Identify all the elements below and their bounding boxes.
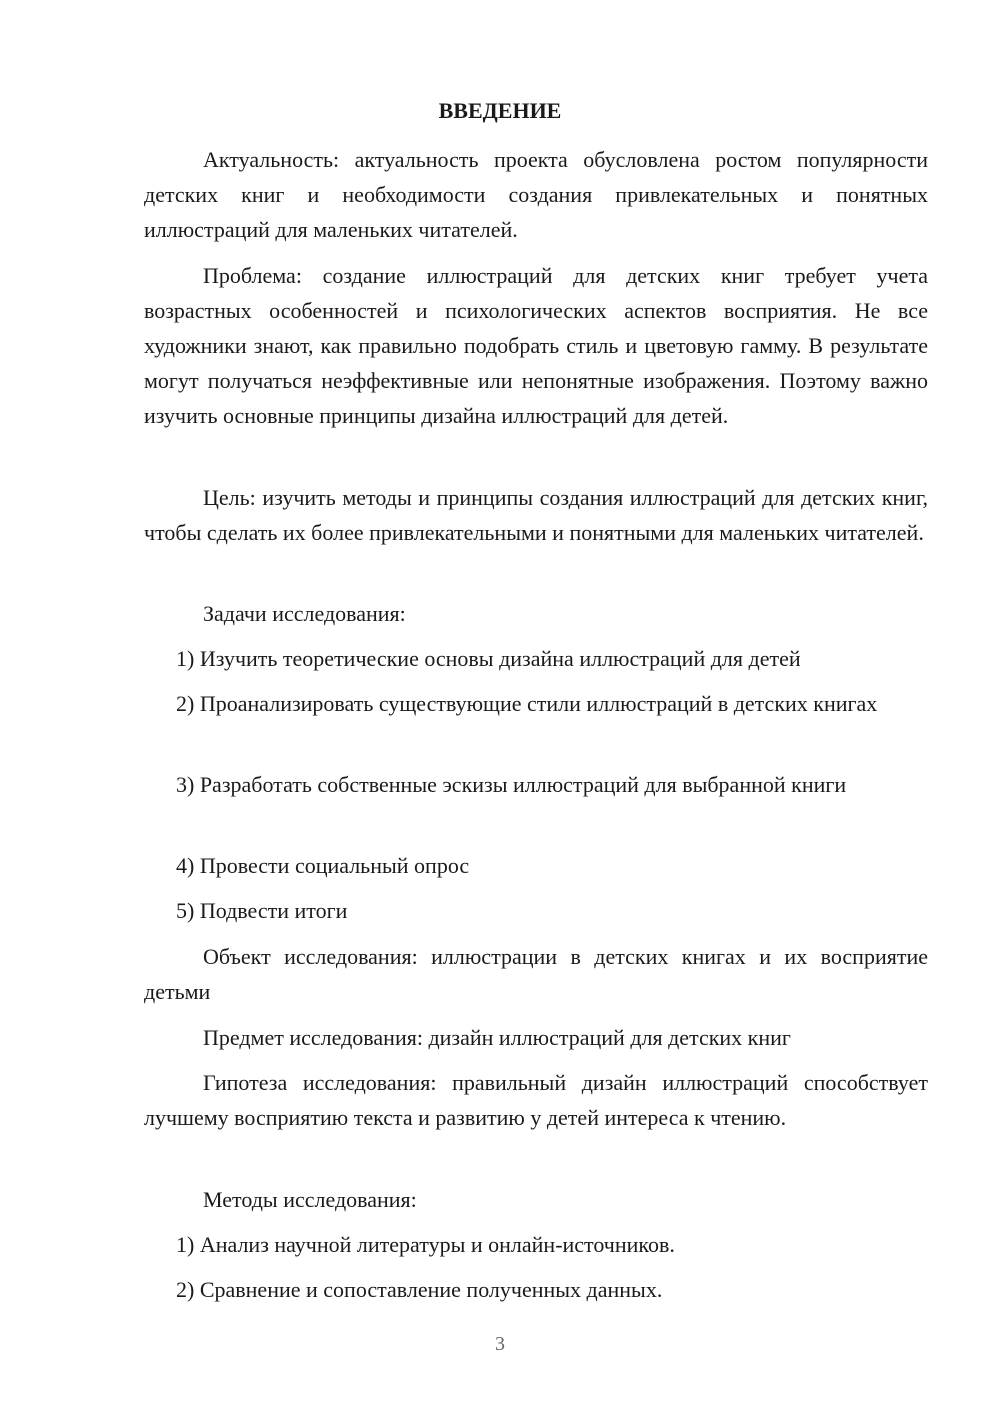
methods-heading: Методы исследования: <box>203 1187 417 1212</box>
relevance-paragraph: Актуальность: актуальность проекта обусловлена ростом популярности детских книг и необходимости создания привлекательных и понятных иллюстраций для маленьких читателей. <box>144 147 928 242</box>
problem-paragraph: Проблема: создание иллюстраций для детских книг требует учета возрастных особенностей и психологических аспектов восприятия. Не все художники знают, как правильно подобрать стиль и цветовую гамму. В результате могут получаться неэффективные или непонятные изображения. Поэтому важно изучить основные принципы дизайна иллюстраций для детей. <box>144 263 928 428</box>
task-item: 2) Проанализировать существующие стили иллюстраций в детских книгах <box>176 691 878 716</box>
method-item: 1) Анализ научной литературы и онлайн-источников. <box>176 1232 675 1257</box>
task-item: 4) Провести социальный опрос <box>176 853 470 878</box>
method-item: 2) Сравнение и сопоставление полученных данных. <box>176 1277 663 1302</box>
task-item: 1) Изучить теоретические основы дизайна иллюстраций для детей <box>176 646 801 671</box>
object-paragraph: Объект исследования: иллюстрации в детских книгах и их восприятие детьми <box>144 944 928 1004</box>
task-item: 3) Разработать собственные эскизы иллюстраций для выбранной книги <box>176 772 847 797</box>
goal-paragraph: Цель: изучить методы и принципы создания иллюстраций для детских книг, чтобы сделать их более привлекательными и понятными для маленьких читателей. <box>144 485 928 545</box>
hypothesis-paragraph: Гипотеза исследования: правильный дизайн иллюстраций способствует лучшему восприятию текста и развитию у детей интереса к чтению. <box>144 1070 928 1130</box>
tasks-heading: Задачи исследования: <box>203 601 406 626</box>
page-number: 3 <box>495 1333 505 1355</box>
page-title: ВВЕДЕНИЕ <box>438 98 562 123</box>
subject-paragraph: Предмет исследования: дизайн иллюстраций для детских книг <box>203 1025 791 1050</box>
task-item: 5) Подвести итоги <box>176 898 348 923</box>
